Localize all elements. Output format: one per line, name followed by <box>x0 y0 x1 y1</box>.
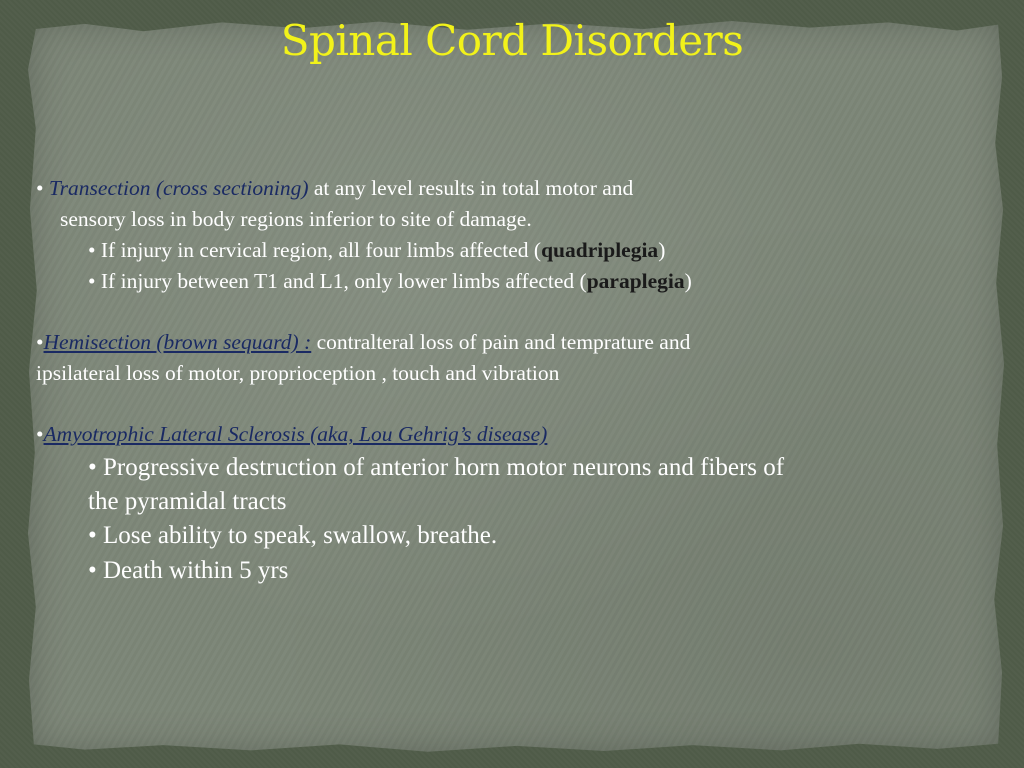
als-item-2: • Lose ability to speak, swallow, breathe. <box>88 522 498 549</box>
bullet: • <box>36 176 44 200</box>
transection-term: Transection (cross sectioning) <box>48 176 309 200</box>
slide-title: Spinal Cord Disorders <box>280 16 744 65</box>
als-item-3: • Death within 5 yrs <box>88 557 289 584</box>
quadriplegia-term: quadriplegia <box>541 238 659 262</box>
sub-item-text: • If injury in cervical region, all four limbs affected ( <box>88 238 542 262</box>
hemisection-text-1: contralteral loss of pain and temprature and <box>311 330 691 354</box>
sub-item-text: • If injury between T1 and L1, only lower limbs affected ( <box>88 269 587 293</box>
hemisection-term: Hemisection (brown sequard) : <box>43 330 312 354</box>
transection-line-2: sensory loss in body regions inferior to site of damage. <box>60 207 532 231</box>
paraplegia-term: paraplegia <box>586 269 685 293</box>
als-term: Amyotrophic Lateral Sclerosis (aka, Lou Gehrig’s disease) <box>43 422 548 446</box>
hemisection-line-1 <box>36 332 690 354</box>
sub-item-suffix: ) <box>658 238 666 262</box>
transection-sub-item-2 <box>88 271 692 293</box>
transection-sub-item-1 <box>88 240 665 262</box>
bullet: • <box>36 330 44 354</box>
torn-paper-background <box>26 18 1006 754</box>
als-item-1-line-2: the pyramidal tracts <box>88 488 287 515</box>
transection-line-1 <box>36 178 633 200</box>
hemisection-line-2: ipsilateral loss of motor, proprioception , touch and vibration <box>36 361 560 385</box>
als-item-1-line-1: • Progressive destruction of anterior horn motor neurons and fibers of <box>88 454 785 481</box>
transection-text-1: at any level results in total motor and <box>308 176 634 200</box>
sub-item-suffix: ) <box>684 269 692 293</box>
als-heading <box>36 424 547 446</box>
bullet: • <box>36 422 44 446</box>
